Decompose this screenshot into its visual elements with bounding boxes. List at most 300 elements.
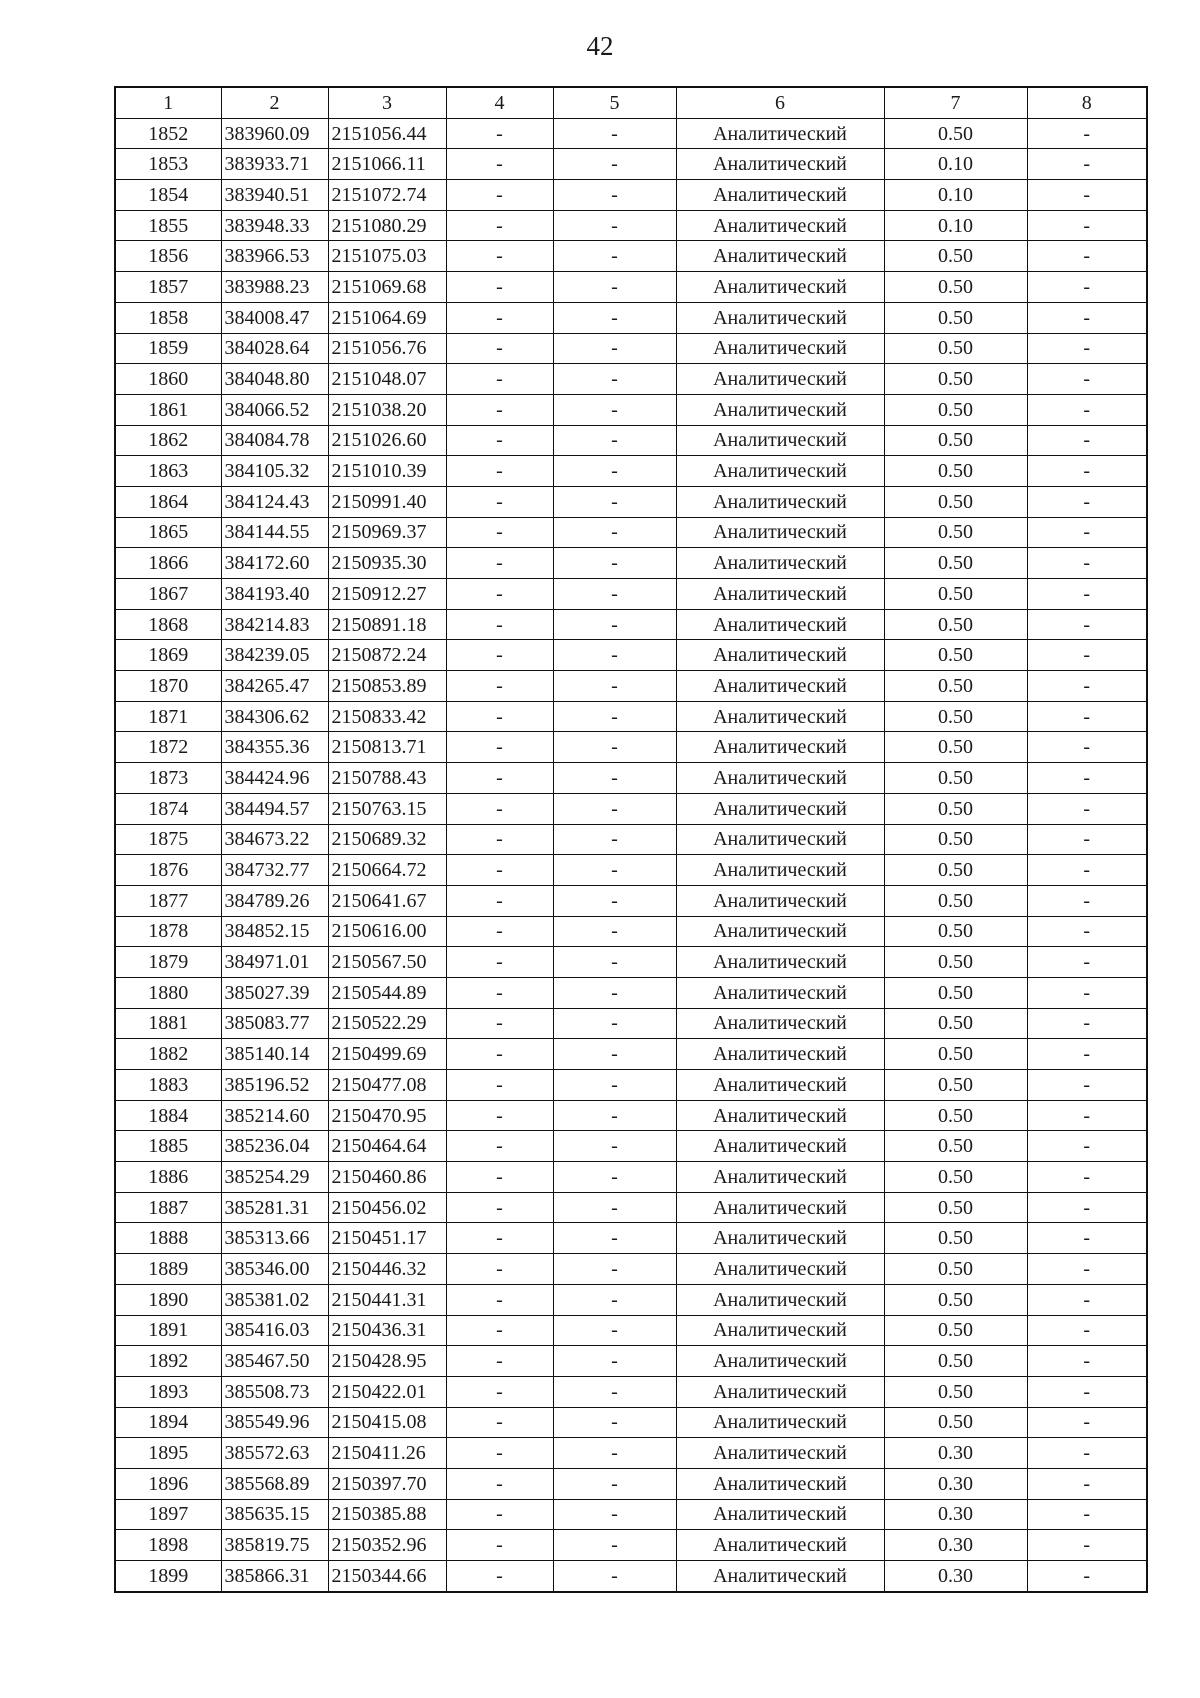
column-5-cell: - [553, 241, 676, 272]
point-number-cell: 1866 [115, 548, 221, 579]
column-8-cell: - [1027, 486, 1147, 517]
x-coordinate-cell: 383933.71 [221, 149, 328, 180]
table-row [115, 885, 1147, 916]
column-8-cell: - [1027, 364, 1147, 395]
table-row [115, 1284, 1147, 1315]
column-4-cell: - [446, 1192, 553, 1223]
method-cell: Аналитический [676, 241, 884, 272]
column-5-cell: - [553, 1162, 676, 1193]
method-cell: Аналитический [676, 1407, 884, 1438]
y-coordinate-cell: 2150470.95 [328, 1100, 446, 1131]
column-4-cell: - [446, 1499, 553, 1530]
x-coordinate-cell: 384732.77 [221, 855, 328, 886]
column-4-cell: - [446, 1254, 553, 1285]
point-number-cell: 1893 [115, 1376, 221, 1407]
y-coordinate-cell: 2150522.29 [328, 1008, 446, 1039]
column-header: 7 [884, 87, 1027, 118]
y-coordinate-cell: 2150641.67 [328, 885, 446, 916]
table-row [115, 1254, 1147, 1285]
point-number-cell: 1867 [115, 579, 221, 610]
x-coordinate-cell: 385381.02 [221, 1284, 328, 1315]
column-5-cell: - [553, 210, 676, 241]
accuracy-cell: 0.30 [884, 1530, 1027, 1561]
y-coordinate-cell: 2150499.69 [328, 1039, 446, 1070]
column-8-cell: - [1027, 149, 1147, 180]
method-cell: Аналитический [676, 1376, 884, 1407]
method-cell: Аналитический [676, 763, 884, 794]
column-4-cell: - [446, 609, 553, 640]
column-8-cell: - [1027, 272, 1147, 303]
accuracy-cell: 0.50 [884, 824, 1027, 855]
method-cell: Аналитический [676, 732, 884, 763]
x-coordinate-cell: 383988.23 [221, 272, 328, 303]
column-4-cell: - [446, 548, 553, 579]
column-5-cell: - [553, 486, 676, 517]
y-coordinate-cell: 2151026.60 [328, 425, 446, 456]
column-5-cell: - [553, 1468, 676, 1499]
method-cell: Аналитический [676, 333, 884, 364]
x-coordinate-cell: 384789.26 [221, 885, 328, 916]
y-coordinate-cell: 2150464.64 [328, 1131, 446, 1162]
column-5-cell: - [553, 1561, 676, 1592]
accuracy-cell: 0.50 [884, 1346, 1027, 1377]
accuracy-cell: 0.50 [884, 1315, 1027, 1346]
point-number-cell: 1880 [115, 977, 221, 1008]
y-coordinate-cell: 2151056.44 [328, 118, 446, 149]
column-4-cell: - [446, 916, 553, 947]
point-number-cell: 1892 [115, 1346, 221, 1377]
table-row [115, 1223, 1147, 1254]
column-5-cell: - [553, 1407, 676, 1438]
column-4-cell: - [446, 333, 553, 364]
y-coordinate-cell: 2150872.24 [328, 640, 446, 671]
x-coordinate-cell: 385254.29 [221, 1162, 328, 1193]
column-header: 8 [1027, 87, 1147, 118]
method-cell: Аналитический [676, 640, 884, 671]
x-coordinate-cell: 384214.83 [221, 609, 328, 640]
column-4-cell: - [446, 1468, 553, 1499]
table-row [115, 517, 1147, 548]
y-coordinate-cell: 2150352.96 [328, 1530, 446, 1561]
column-5-cell: - [553, 1131, 676, 1162]
point-number-cell: 1868 [115, 609, 221, 640]
column-8-cell: - [1027, 640, 1147, 671]
table-row [115, 1438, 1147, 1469]
accuracy-cell: 0.50 [884, 456, 1027, 487]
column-5-cell: - [553, 425, 676, 456]
y-coordinate-cell: 2150446.32 [328, 1254, 446, 1285]
table-row [115, 1530, 1147, 1561]
column-4-cell: - [446, 1131, 553, 1162]
y-coordinate-cell: 2150689.32 [328, 824, 446, 855]
column-8-cell: - [1027, 456, 1147, 487]
x-coordinate-cell: 385346.00 [221, 1254, 328, 1285]
accuracy-cell: 0.50 [884, 517, 1027, 548]
accuracy-cell: 0.50 [884, 1100, 1027, 1131]
point-number-cell: 1856 [115, 241, 221, 272]
column-8-cell: - [1027, 947, 1147, 978]
column-4-cell: - [446, 1284, 553, 1315]
column-4-cell: - [446, 180, 553, 211]
point-number-cell: 1889 [115, 1254, 221, 1285]
point-number-cell: 1882 [115, 1039, 221, 1070]
column-5-cell: - [553, 394, 676, 425]
method-cell: Аналитический [676, 579, 884, 610]
x-coordinate-cell: 385196.52 [221, 1070, 328, 1101]
table-row [115, 1162, 1147, 1193]
column-4-cell: - [446, 1100, 553, 1131]
table-row [115, 118, 1147, 149]
point-number-cell: 1877 [115, 885, 221, 916]
column-8-cell: - [1027, 1376, 1147, 1407]
column-8-cell: - [1027, 671, 1147, 702]
column-8-cell: - [1027, 517, 1147, 548]
accuracy-cell: 0.10 [884, 180, 1027, 211]
table-row [115, 977, 1147, 1008]
method-cell: Аналитический [676, 210, 884, 241]
table-row [115, 210, 1147, 241]
x-coordinate-cell: 384673.22 [221, 824, 328, 855]
column-5-cell: - [553, 272, 676, 303]
point-number-cell: 1894 [115, 1407, 221, 1438]
accuracy-cell: 0.50 [884, 1284, 1027, 1315]
method-cell: Аналитический [676, 1039, 884, 1070]
column-5-cell: - [553, 793, 676, 824]
accuracy-cell: 0.30 [884, 1499, 1027, 1530]
y-coordinate-cell: 2150935.30 [328, 548, 446, 579]
point-number-cell: 1896 [115, 1468, 221, 1499]
column-8-cell: - [1027, 855, 1147, 886]
x-coordinate-cell: 385083.77 [221, 1008, 328, 1039]
method-cell: Аналитический [676, 1284, 884, 1315]
method-cell: Аналитический [676, 1008, 884, 1039]
column-5-cell: - [553, 1499, 676, 1530]
table-row [115, 486, 1147, 517]
x-coordinate-cell: 384172.60 [221, 548, 328, 579]
column-8-cell: - [1027, 1223, 1147, 1254]
header-row [115, 87, 1147, 118]
column-8-cell: - [1027, 1346, 1147, 1377]
table-row [115, 1376, 1147, 1407]
table-row [115, 916, 1147, 947]
column-4-cell: - [446, 210, 553, 241]
column-5-cell: - [553, 1070, 676, 1101]
point-number-cell: 1857 [115, 272, 221, 303]
column-4-cell: - [446, 1438, 553, 1469]
column-5-cell: - [553, 364, 676, 395]
method-cell: Аналитический [676, 1530, 884, 1561]
method-cell: Аналитический [676, 947, 884, 978]
table-row [115, 149, 1147, 180]
table-row [115, 824, 1147, 855]
column-8-cell: - [1027, 1438, 1147, 1469]
point-number-cell: 1890 [115, 1284, 221, 1315]
column-8-cell: - [1027, 241, 1147, 272]
column-8-cell: - [1027, 1468, 1147, 1499]
column-4-cell: - [446, 947, 553, 978]
accuracy-cell: 0.50 [884, 486, 1027, 517]
table-row [115, 1561, 1147, 1592]
y-coordinate-cell: 2150544.89 [328, 977, 446, 1008]
column-8-cell: - [1027, 916, 1147, 947]
column-5-cell: - [553, 118, 676, 149]
column-8-cell: - [1027, 977, 1147, 1008]
x-coordinate-cell: 385027.39 [221, 977, 328, 1008]
accuracy-cell: 0.50 [884, 548, 1027, 579]
accuracy-cell: 0.50 [884, 1162, 1027, 1193]
y-coordinate-cell: 2150833.42 [328, 701, 446, 732]
y-coordinate-cell: 2150385.88 [328, 1499, 446, 1530]
column-4-cell: - [446, 1346, 553, 1377]
column-5-cell: - [553, 947, 676, 978]
table-row [115, 425, 1147, 456]
column-4-cell: - [446, 302, 553, 333]
table-row [115, 302, 1147, 333]
method-cell: Аналитический [676, 1100, 884, 1131]
column-4-cell: - [446, 456, 553, 487]
point-number-cell: 1855 [115, 210, 221, 241]
y-coordinate-cell: 2150788.43 [328, 763, 446, 794]
column-8-cell: - [1027, 210, 1147, 241]
column-5-cell: - [553, 671, 676, 702]
x-coordinate-cell: 385549.96 [221, 1407, 328, 1438]
column-8-cell: - [1027, 1039, 1147, 1070]
point-number-cell: 1878 [115, 916, 221, 947]
column-4-cell: - [446, 855, 553, 886]
column-5-cell: - [553, 1315, 676, 1346]
column-8-cell: - [1027, 1499, 1147, 1530]
y-coordinate-cell: 2150436.31 [328, 1315, 446, 1346]
column-5-cell: - [553, 1008, 676, 1039]
table-row [115, 548, 1147, 579]
table-body [115, 118, 1147, 1592]
x-coordinate-cell: 384008.47 [221, 302, 328, 333]
point-number-cell: 1897 [115, 1499, 221, 1530]
accuracy-cell: 0.50 [884, 394, 1027, 425]
column-4-cell: - [446, 486, 553, 517]
column-5-cell: - [553, 732, 676, 763]
column-header: 6 [676, 87, 884, 118]
column-8-cell: - [1027, 1284, 1147, 1315]
y-coordinate-cell: 2150344.66 [328, 1561, 446, 1592]
column-4-cell: - [446, 118, 553, 149]
column-8-cell: - [1027, 732, 1147, 763]
point-number-cell: 1875 [115, 824, 221, 855]
accuracy-cell: 0.50 [884, 1407, 1027, 1438]
column-5-cell: - [553, 640, 676, 671]
x-coordinate-cell: 383960.09 [221, 118, 328, 149]
point-number-cell: 1874 [115, 793, 221, 824]
method-cell: Аналитический [676, 272, 884, 303]
x-coordinate-cell: 384048.80 [221, 364, 328, 395]
column-4-cell: - [446, 640, 553, 671]
method-cell: Аналитический [676, 149, 884, 180]
column-4-cell: - [446, 364, 553, 395]
column-header: 1 [115, 87, 221, 118]
column-8-cell: - [1027, 793, 1147, 824]
page-number: 42 [586, 31, 614, 61]
column-4-cell: - [446, 763, 553, 794]
x-coordinate-cell: 385819.75 [221, 1530, 328, 1561]
table-row [115, 1008, 1147, 1039]
y-coordinate-cell: 2150460.86 [328, 1162, 446, 1193]
method-cell: Аналитический [676, 1315, 884, 1346]
column-5-cell: - [553, 1100, 676, 1131]
point-number-cell: 1861 [115, 394, 221, 425]
x-coordinate-cell: 384265.47 [221, 671, 328, 702]
x-coordinate-cell: 385635.15 [221, 1499, 328, 1530]
column-8-cell: - [1027, 763, 1147, 794]
column-4-cell: - [446, 394, 553, 425]
column-5-cell: - [553, 1223, 676, 1254]
method-cell: Аналитический [676, 425, 884, 456]
x-coordinate-cell: 384084.78 [221, 425, 328, 456]
y-coordinate-cell: 2151064.69 [328, 302, 446, 333]
method-cell: Аналитический [676, 977, 884, 1008]
x-coordinate-cell: 385467.50 [221, 1346, 328, 1377]
column-5-cell: - [553, 824, 676, 855]
table-row [115, 364, 1147, 395]
column-8-cell: - [1027, 824, 1147, 855]
column-5-cell: - [553, 1192, 676, 1223]
column-4-cell: - [446, 1530, 553, 1561]
column-4-cell: - [446, 1407, 553, 1438]
point-number-cell: 1853 [115, 149, 221, 180]
column-4-cell: - [446, 1162, 553, 1193]
column-4-cell: - [446, 1315, 553, 1346]
point-number-cell: 1871 [115, 701, 221, 732]
x-coordinate-cell: 383966.53 [221, 241, 328, 272]
method-cell: Аналитический [676, 1468, 884, 1499]
table-row [115, 1499, 1147, 1530]
point-number-cell: 1863 [115, 456, 221, 487]
x-coordinate-cell: 384424.96 [221, 763, 328, 794]
table-row [115, 1407, 1147, 1438]
column-5-cell: - [553, 302, 676, 333]
column-5-cell: - [553, 1530, 676, 1561]
table-row [115, 1131, 1147, 1162]
method-cell: Аналитический [676, 1192, 884, 1223]
accuracy-cell: 0.10 [884, 149, 1027, 180]
column-5-cell: - [553, 149, 676, 180]
accuracy-cell: 0.50 [884, 885, 1027, 916]
x-coordinate-cell: 384193.40 [221, 579, 328, 610]
table-row [115, 855, 1147, 886]
point-number-cell: 1854 [115, 180, 221, 211]
table-row [115, 394, 1147, 425]
x-coordinate-cell: 384105.32 [221, 456, 328, 487]
column-4-cell: - [446, 824, 553, 855]
table-row [115, 333, 1147, 364]
y-coordinate-cell: 2150415.08 [328, 1407, 446, 1438]
x-coordinate-cell: 385572.63 [221, 1438, 328, 1469]
column-5-cell: - [553, 885, 676, 916]
column-8-cell: - [1027, 1162, 1147, 1193]
table-row [115, 1039, 1147, 1070]
column-5-cell: - [553, 763, 676, 794]
table-row [115, 456, 1147, 487]
method-cell: Аналитический [676, 548, 884, 579]
point-number-cell: 1884 [115, 1100, 221, 1131]
method-cell: Аналитический [676, 118, 884, 149]
method-cell: Аналитический [676, 394, 884, 425]
y-coordinate-cell: 2150912.27 [328, 579, 446, 610]
column-8-cell: - [1027, 1561, 1147, 1592]
accuracy-cell: 0.50 [884, 1223, 1027, 1254]
table-row [115, 640, 1147, 671]
column-4-cell: - [446, 241, 553, 272]
x-coordinate-cell: 384066.52 [221, 394, 328, 425]
table-row [115, 1346, 1147, 1377]
column-8-cell: - [1027, 1131, 1147, 1162]
y-coordinate-cell: 2150422.01 [328, 1376, 446, 1407]
column-5-cell: - [553, 1254, 676, 1285]
point-number-cell: 1891 [115, 1315, 221, 1346]
y-coordinate-cell: 2150813.71 [328, 732, 446, 763]
y-coordinate-cell: 2151010.39 [328, 456, 446, 487]
accuracy-cell: 0.50 [884, 977, 1027, 1008]
method-cell: Аналитический [676, 1346, 884, 1377]
accuracy-cell: 0.50 [884, 640, 1027, 671]
accuracy-cell: 0.50 [884, 302, 1027, 333]
accuracy-cell: 0.50 [884, 1070, 1027, 1101]
table-row [115, 579, 1147, 610]
x-coordinate-cell: 385281.31 [221, 1192, 328, 1223]
point-number-cell: 1852 [115, 118, 221, 149]
column-5-cell: - [553, 1039, 676, 1070]
y-coordinate-cell: 2151080.29 [328, 210, 446, 241]
method-cell: Аналитический [676, 1070, 884, 1101]
column-4-cell: - [446, 1223, 553, 1254]
column-8-cell: - [1027, 701, 1147, 732]
x-coordinate-cell: 383940.51 [221, 180, 328, 211]
method-cell: Аналитический [676, 1499, 884, 1530]
y-coordinate-cell: 2150991.40 [328, 486, 446, 517]
accuracy-cell: 0.50 [884, 1131, 1027, 1162]
x-coordinate-cell: 384306.62 [221, 701, 328, 732]
column-5-cell: - [553, 333, 676, 364]
point-number-cell: 1869 [115, 640, 221, 671]
point-number-cell: 1879 [115, 947, 221, 978]
method-cell: Аналитический [676, 701, 884, 732]
method-cell: Аналитический [676, 793, 884, 824]
x-coordinate-cell: 385866.31 [221, 1561, 328, 1592]
y-coordinate-cell: 2150567.50 [328, 947, 446, 978]
column-4-cell: - [446, 1008, 553, 1039]
column-8-cell: - [1027, 609, 1147, 640]
column-header: 4 [446, 87, 553, 118]
y-coordinate-cell: 2151038.20 [328, 394, 446, 425]
method-cell: Аналитический [676, 1223, 884, 1254]
accuracy-cell: 0.50 [884, 272, 1027, 303]
column-5-cell: - [553, 579, 676, 610]
column-5-cell: - [553, 916, 676, 947]
column-8-cell: - [1027, 885, 1147, 916]
column-4-cell: - [446, 1561, 553, 1592]
column-5-cell: - [553, 977, 676, 1008]
accuracy-cell: 0.50 [884, 241, 1027, 272]
y-coordinate-cell: 2150891.18 [328, 609, 446, 640]
column-4-cell: - [446, 701, 553, 732]
x-coordinate-cell: 385313.66 [221, 1223, 328, 1254]
point-number-cell: 1898 [115, 1530, 221, 1561]
x-coordinate-cell: 384028.64 [221, 333, 328, 364]
point-number-cell: 1860 [115, 364, 221, 395]
column-5-cell: - [553, 548, 676, 579]
method-cell: Аналитический [676, 1561, 884, 1592]
y-coordinate-cell: 2150664.72 [328, 855, 446, 886]
accuracy-cell: 0.50 [884, 916, 1027, 947]
